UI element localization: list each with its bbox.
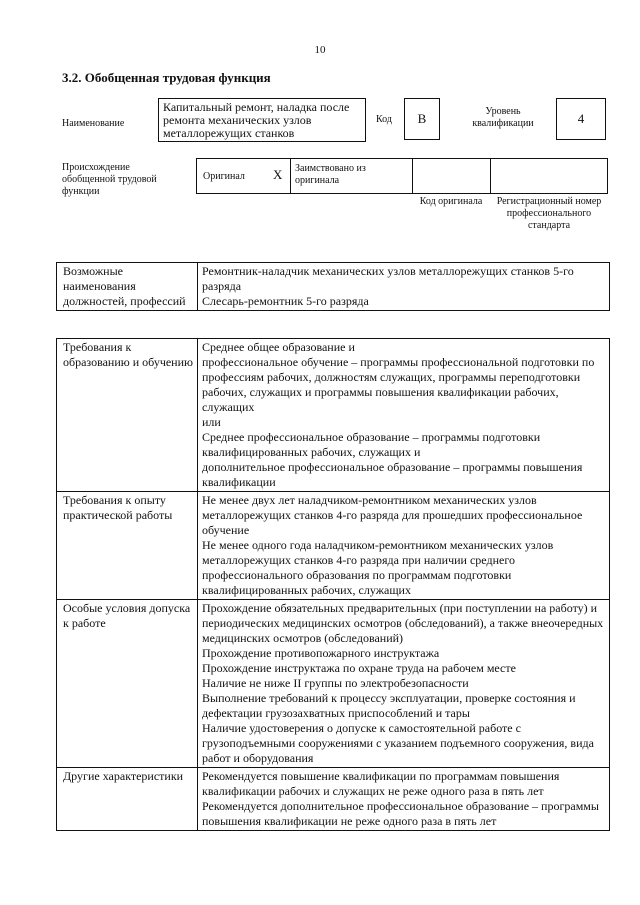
origin-label: Происхождение обобщенной трудовой функции xyxy=(62,162,157,197)
other-line: Рекомендуется повышение квалификации по программам повышения квалификации рабочих и служащих не реже одного раза в пять лет xyxy=(202,769,560,798)
positions-label: Возможные наименования должностей, профессий xyxy=(57,263,198,311)
experience-label: Требования к опыту практической работы xyxy=(57,492,198,600)
borrowed-label: Заимствовано из оригинала xyxy=(295,163,366,186)
other-label: Другие характеристики xyxy=(57,768,198,831)
experience-line: Не менее одного года наладчиком-ремонтником механических узлов металлорежущих станков 4-го разряда при наличии среднего профессионального образования по программам подготовки квалифицированных рабочих, служащих xyxy=(202,538,554,597)
requirements-table xyxy=(56,338,610,831)
education-line: Среднее общее образование и xyxy=(202,340,355,354)
name-value: Капитальный ремонт, наладка после ремонта механических узлов металлорежущих станков xyxy=(158,98,366,142)
origin-table xyxy=(196,158,608,194)
education-line: Среднее профессиональное образование – программы подготовки квалифицированных рабочих, служащих и xyxy=(202,430,541,459)
requirement-row-experience xyxy=(57,492,610,600)
education-line: или xyxy=(202,415,221,429)
education-line: дополнительное профессиональное образование – программы повышения квалификации xyxy=(202,460,583,489)
name-label: Наименование xyxy=(62,118,125,129)
level-label: Уровень квалификации xyxy=(472,106,534,129)
requirement-row-other xyxy=(57,768,610,831)
requirement-row-admission xyxy=(57,600,610,768)
page-number: 10 xyxy=(314,44,326,56)
admission-line: Наличие удостоверения о допуске к самостоятельной работе с грузоподъемными сооружениями с указанием подъемного сооружения, вида работ и оборудования xyxy=(202,721,594,765)
other-values xyxy=(198,768,610,831)
level-value: 4 xyxy=(556,98,606,140)
admission-line: Выполнение требований к процессу эксплуатации, проверке состояния и дефектации грузозахватных приспособлений и тары xyxy=(202,691,576,720)
origin-borrowed-cell xyxy=(291,159,413,193)
position-item: Ремонтник-наладчик механических узлов металлорежущих станков 5-го разряда xyxy=(202,264,574,293)
education-label: Требования к образованию и обучению xyxy=(57,339,198,492)
requirement-row-education xyxy=(57,339,610,492)
education-values xyxy=(198,339,610,492)
experience-values xyxy=(198,492,610,600)
origin-reg-cell xyxy=(491,159,607,193)
positions-row xyxy=(57,263,610,311)
code-label: Код xyxy=(376,114,392,125)
reg-caption: Регистрационный номер профессионального стандарта xyxy=(496,196,602,231)
admission-line: Прохождение обязательных предварительных (при поступлении на работу) и периодических медицинских осмотров (обследований), а также внеочередных медицинских осмотров (обследований) xyxy=(202,601,604,645)
education-line: профессиональное обучение – программы профессиональной подготовки по профессиям рабочих, должностям служащих, программы переподготовки рабочих, служащих и программы повышения квалификации рабочих, служащих xyxy=(202,355,595,414)
positions-table xyxy=(56,262,610,311)
admission-values xyxy=(198,600,610,768)
position-item: Слесарь-ремонтник 5-го разряда xyxy=(202,294,369,308)
origin-original-cell xyxy=(197,159,291,193)
code-value: B xyxy=(404,98,440,140)
original-mark: X xyxy=(273,167,283,182)
positions-values xyxy=(198,263,610,311)
admission-label: Особые условия допуска к работе xyxy=(57,600,198,768)
other-line: Рекомендуется дополнительное профессиональное образование – программы повышения квалификации не реже одного раза в пять лет xyxy=(202,799,599,828)
original-label: Оригинал xyxy=(203,171,245,182)
code-caption: Код оригинала xyxy=(419,196,483,207)
origin-code-cell xyxy=(413,159,491,193)
section-title: 3.2. Обобщенная трудовая функция xyxy=(62,70,271,85)
admission-line: Наличие не ниже II группы по электробезопасности xyxy=(202,676,469,690)
admission-line: Прохождение инструктажа по охране труда на рабочем месте xyxy=(202,661,516,675)
experience-line: Не менее двух лет наладчиком-ремонтником механических узлов металлорежущих станков 4-го разряда для прошедших профессиональное обучение xyxy=(202,493,583,537)
admission-line: Прохождение противопожарного инструктажа xyxy=(202,646,440,660)
